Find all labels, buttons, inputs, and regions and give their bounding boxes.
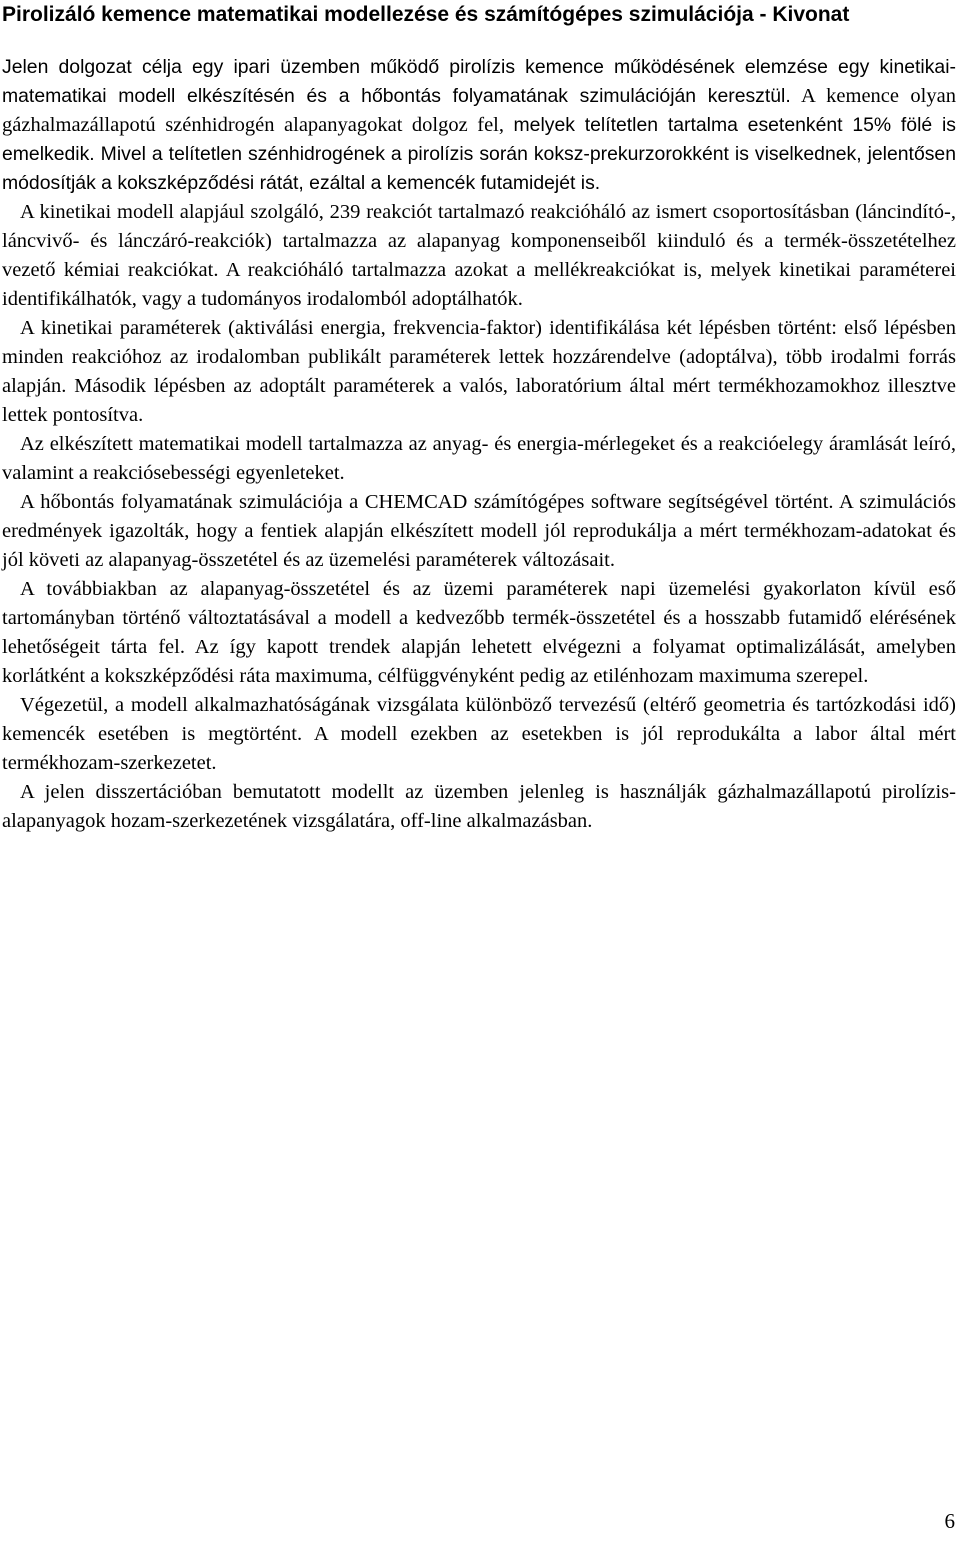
- page-number: 6: [944, 1509, 955, 1533]
- document-title: Pirolizáló kemence matematikai modellezése és számítógépes szimulációja - Kivonat: [2, 3, 850, 26]
- paragraph-3: A kinetikai paraméterek (aktiválási energia, frekvencia-faktor) identifikálása két lépésben történt: első lépésben minden reakcióhoz az irodalomban publikált paraméterek lettek hozzárendelve (adoptálva), több irodalmi forrás alapján. Második lépésben az adoptált paraméterek a valós, laboratórium által mért termékhozamokhoz illesztve lettek pontosítva.: [2, 317, 956, 426]
- paragraph-1-part-2: A kemence olyan gázhalmazállapotú szénhidrogén alapanyagokat dolgoz fel,: [2, 85, 956, 136]
- paragraph-6: A továbbiakban az alapanyag-összetétel és az üzemi paraméterek napi üzemelési gyakorlaton kívül eső tartományban történő változtatásával a modell a kedvezőbb termék-összetétel és a hosszabb futamidő elérésének lehetőségeit tárta fel. Az így kapott trendek alapján lehetett elvégezni a folyamat optimalizálását, amelyben korlátként a kokszképződési ráta maximuma, célfüggvényként pedig az etilénhozam maximuma szerepel.: [2, 578, 956, 687]
- paragraph-4: Az elkészített matematikai modell tartalmazza az anyag- és energia-mérlegeket és a reakcióelegy áramlását leíró, valamint a reakciósebességi egyenleteket.: [2, 433, 956, 484]
- paragraph-1-part-1: Jelen dolgozat célja egy ipari üzemben működő pirolízis kemence működésének elemzése egy kinetikai-matematikai modell elkészítésén és a hőbontás folyamatának szimulációján keresztül.: [2, 56, 956, 107]
- paragraph-8: A jelen disszertációban bemutatott modellt az üzemben jelenleg is használják gázhalmazállapotú pirolízis-alapanyagok hozam-szerkezetének vizsgálatára, off-line alkalmazásban.: [2, 781, 956, 832]
- paragraph-2: A kinetikai modell alapjául szolgáló, 239 reakciót tartalmazó reakcióháló az ismert csoportosításban (láncindító-, láncvivő- és lánczáró-reakciók) tartalmazza az alapanyag komponenseiből kiinduló és a termék-összetételhez vezető kémiai reakciókat. A reakcióháló tartalmazza azokat a mellékreakciókat is, melyek kinetikai paraméterei identifikálhatók, vagy a tudományos irodalomból adoptálhatók.: [2, 201, 956, 310]
- paragraph-7: Végezetül, a modell alkalmazhatóságának vizsgálata különböző tervezésű (eltérő geometria és tartózkodási idő) kemencék esetében is megtörtént. A modell ezekben az esetekben is jól reprodukálta a labor által mért termékhozam-szerkezetet.: [2, 694, 956, 774]
- paragraph-1-part-3: melyek telítetlen tartalma esetenként 15% fölé is emelkedik. Mivel a telítetlen szénhidrogének a pirolízis során koksz-prekurzorokként is viselkednek, jelentősen módosítják a kokszképződési rátát, ezáltal a kemencék futamidejét is.: [2, 114, 956, 194]
- paragraph-5: A hőbontás folyamatának szimulációja a CHEMCAD számítógépes software segítségével történt. A szimulációs eredmények igazolták, hogy a fentiek alapján elkészített modell jól reprodukálja a mért termékhozam-adatokat és jól követi az alapanyag-összetétel és az üzemelési paraméterek változásait.: [2, 491, 956, 571]
- paragraph-1: [2, 53, 956, 198]
- document-body: [2, 53, 956, 836]
